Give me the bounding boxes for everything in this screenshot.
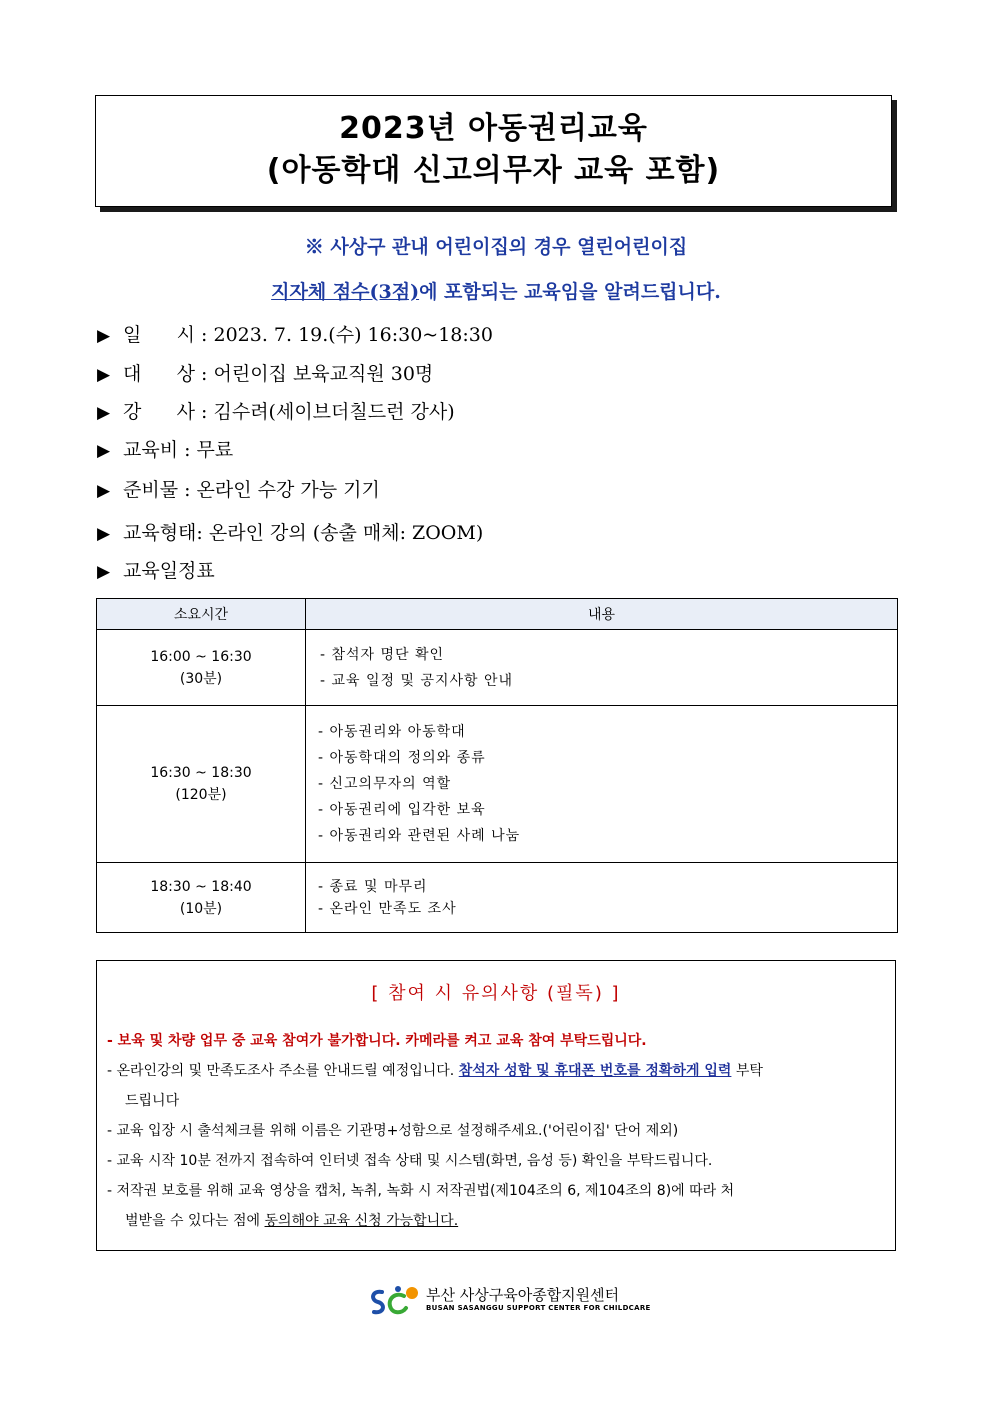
document-subtitle: (아동학대 신고의무자 교육 포함)	[266, 153, 721, 188]
info-date	[97, 320, 493, 347]
info-date-label: 일 시	[123, 324, 195, 346]
arrow-icon: ▶	[97, 326, 111, 346]
time-cell	[97, 706, 306, 863]
header-duration: 소요시간	[97, 599, 306, 630]
list-item: - 온라인 만족도 조사	[318, 900, 457, 917]
list-item: - 아동권리에 입각한 보육	[318, 802, 486, 818]
caution-item-3: - 교육 입장 시 출석체크를 위해 이름은 기관명+성함으로 설정해주세요.('어린이집' 단어 제외)	[107, 1123, 679, 1139]
arrow-icon: ▶	[97, 481, 111, 501]
time-duration: (30분)	[179, 670, 223, 687]
list-item: - 아동학대의 정의와 종류	[318, 750, 486, 766]
info-format	[97, 518, 483, 545]
content-cell	[306, 630, 898, 706]
table-header-row	[97, 599, 898, 630]
info-materials-label: 준비물	[123, 479, 179, 501]
info-materials	[97, 475, 380, 502]
caution-item-5-cont-text: 벌받을 수 있다는 점에	[125, 1213, 265, 1229]
time-duration: (120분)	[175, 787, 227, 803]
arrow-icon: ▶	[97, 441, 111, 461]
content-cell	[306, 706, 898, 863]
info-materials-value: : 온라인 수강 가능 기기	[184, 479, 380, 501]
info-fee	[97, 435, 233, 462]
notice-line-2	[0, 277, 992, 304]
table-row	[97, 630, 898, 706]
notice-score-underlined: 지자체 점수(3점)	[271, 281, 420, 303]
info-instructor-label: 강 사	[123, 401, 195, 423]
time-cell	[97, 630, 306, 706]
caution-item-5: - 저작권 보호를 위해 교육 영상을 캡처, 녹취, 녹화 시 저작권법(제104조의 6, 제104조의 8)에 따라 처	[107, 1183, 735, 1199]
caution-item-2	[107, 1056, 887, 1086]
info-fee-value: : 무료	[184, 439, 234, 461]
arrow-icon: ▶	[97, 365, 111, 385]
list-item: - 교육 일정 및 공지사항 안내	[320, 672, 514, 689]
time-range: 18:30 ~ 18:40	[150, 878, 252, 895]
list-item: - 신고의무자의 역할	[318, 776, 452, 792]
info-target-label: 대 상	[123, 363, 195, 385]
caution-title: [ 참여 시 유의사항 (필독) ]	[371, 983, 621, 1004]
table-row	[97, 863, 898, 933]
caution-item-5-cont	[125, 1206, 905, 1236]
info-date-value: : 2023. 7. 19.(수) 16:30~18:30	[201, 324, 493, 346]
info-schedule-heading	[97, 556, 215, 583]
list-item: - 아동권리와 관련된 사례 나눔	[318, 828, 521, 844]
time-duration: (10분)	[179, 900, 223, 917]
time-range: 16:00 ~ 16:30	[150, 648, 252, 665]
info-target	[97, 359, 433, 386]
center-name: 부산 사상구육아종합지원센터	[426, 1286, 620, 1304]
document-title-box	[95, 95, 892, 207]
list-item: - 아동권리와 아동학대	[318, 724, 466, 740]
notice-line-2-text: 에 포함되는 교육임을 알려드립니다.	[419, 281, 721, 303]
arrow-icon: ▶	[97, 403, 111, 423]
center-logo-icon	[368, 1284, 422, 1318]
caution-item-5-underlined: 동의해야 교육 신청 가능합니다.	[264, 1213, 459, 1229]
info-instructor-value: : 김수려(세이브더칠드런 강사)	[201, 401, 455, 423]
document-title: 2023년 아동권리교육	[339, 111, 648, 146]
content-cell	[306, 863, 898, 933]
center-name-english: BUSAN SASANGGU SUPPORT CENTER FOR CHILDCARE	[426, 1304, 651, 1312]
schedule-table	[96, 598, 898, 933]
caution-box	[96, 960, 896, 1251]
info-format-label: 교육형태	[123, 522, 197, 544]
header-content: 내용	[306, 599, 898, 630]
info-format-value: : 온라인 강의 (송출 매체: ZOOM)	[196, 522, 484, 544]
time-cell	[97, 863, 306, 933]
arrow-icon: ▶	[97, 562, 111, 582]
caution-item-2-emphasis: 참석자 성함 및 휴대폰 번호를 정확하게 입력	[458, 1063, 732, 1079]
caution-item-2-cont: 드립니다	[125, 1093, 180, 1109]
info-instructor	[97, 397, 455, 424]
info-target-value: : 어린이집 보육교직원 30명	[201, 363, 434, 385]
caution-item-2-end: 부탁	[731, 1063, 763, 1079]
caution-item-1: - 보육 및 차량 업무 중 교육 참여가 불가합니다. 카메라를 켜고 교육 참여 부탁드립니다.	[107, 1033, 647, 1049]
caution-item-2-text: - 온라인강의 및 만족도조사 주소를 안내드릴 예정입니다.	[107, 1063, 459, 1079]
arrow-icon: ▶	[97, 524, 111, 544]
info-fee-label: 교육비	[123, 439, 179, 461]
list-item: - 종료 및 마무리	[318, 878, 428, 895]
table-row	[97, 706, 898, 863]
info-schedule-label: 교육일정표	[123, 560, 215, 582]
time-range: 16:30 ~ 18:30	[150, 765, 252, 781]
notice-line-1: ※ 사상구 관내 어린이집의 경우 열린어린이집	[304, 236, 688, 258]
caution-item-4: - 교육 시작 10분 전까지 접속하여 인터넷 접속 상태 및 시스템(화면, 음성 등) 확인을 부탁드립니다.	[107, 1153, 713, 1169]
list-item: - 참석자 명단 확인	[320, 646, 445, 663]
